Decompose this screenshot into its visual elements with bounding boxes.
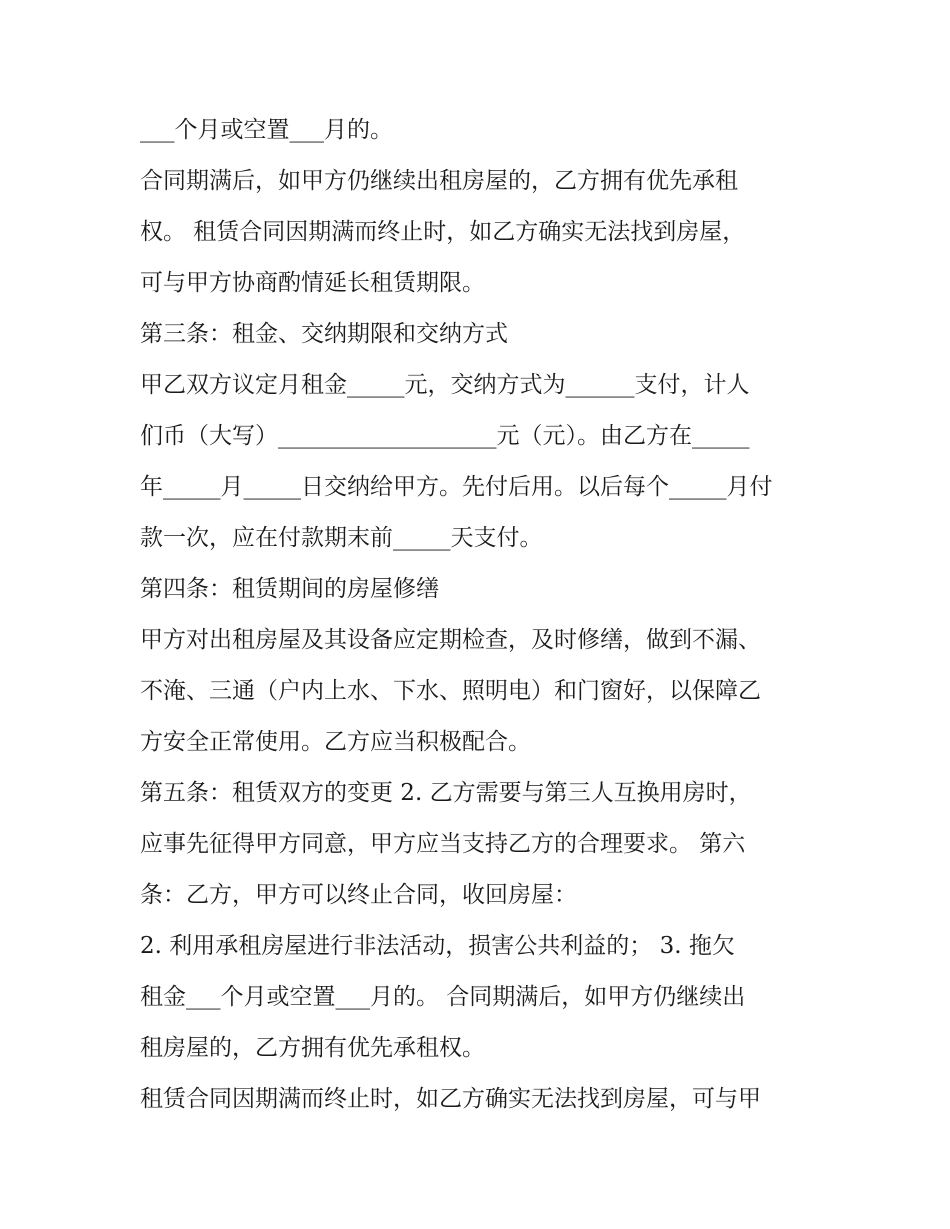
text-line: 可与甲方协商酌情延长租赁期限。 bbox=[140, 270, 485, 296]
text-line: 甲方对出租房屋及其设备应定期检查，及时修缮，做到不漏、 bbox=[140, 627, 761, 653]
text-line: 方安全正常使用。乙方应当积极配合。 bbox=[140, 729, 531, 755]
text-line: 不淹、三通（户内上水、下水、照明电）和门窗好，以保障乙 bbox=[140, 678, 761, 704]
text-line: 租赁合同因期满而终止时，如乙方确实无法找到房屋，可与甲 bbox=[140, 1086, 761, 1112]
text-line: ___个月或空置___月的。 bbox=[140, 117, 393, 143]
section-heading: 第四条：租赁期间的房屋修缮 bbox=[140, 576, 439, 602]
text-line: 款一次，应在付款期末前_____天支付。 bbox=[140, 525, 543, 551]
section-heading: 第三条：租金、交纳期限和交纳方式 bbox=[140, 321, 508, 347]
text-line: 租房屋的，乙方拥有优先承租权。 bbox=[140, 1035, 485, 1061]
text-line: 合同期满后，如甲方仍继续出租房屋的，乙方拥有优先承租 bbox=[140, 168, 738, 194]
section-heading: 第五条：租赁双方的变更 2. 乙方需要与第三人互换用房时， bbox=[140, 780, 752, 806]
text-line: 租金___个月或空置___月的。 合同期满后，如甲方仍继续出 bbox=[140, 984, 746, 1010]
text-line: 应事先征得甲方同意，甲方应当支持乙方的合理要求。 第六 bbox=[140, 831, 746, 857]
text-line: 权。 租赁合同因期满而终止时，如乙方确实无法找到房屋， bbox=[140, 219, 746, 245]
text-line: 年_____月_____日交纳给甲方。先付后用。以后每个_____月付 bbox=[140, 474, 773, 500]
contract-body bbox=[140, 105, 830, 1125]
text-line: 们币（大写）___________________元（元）。由乙方在_____ bbox=[140, 423, 750, 449]
text-line: 甲乙双方议定月租金_____元，交纳方式为______支付，计人 bbox=[140, 372, 750, 398]
text-line: 2. 利用承租房屋进行非法活动，损害公共利益的； 3. 拖欠 bbox=[140, 933, 735, 959]
text-line: 条：乙方，甲方可以终止合同，收回房屋： bbox=[140, 882, 577, 908]
